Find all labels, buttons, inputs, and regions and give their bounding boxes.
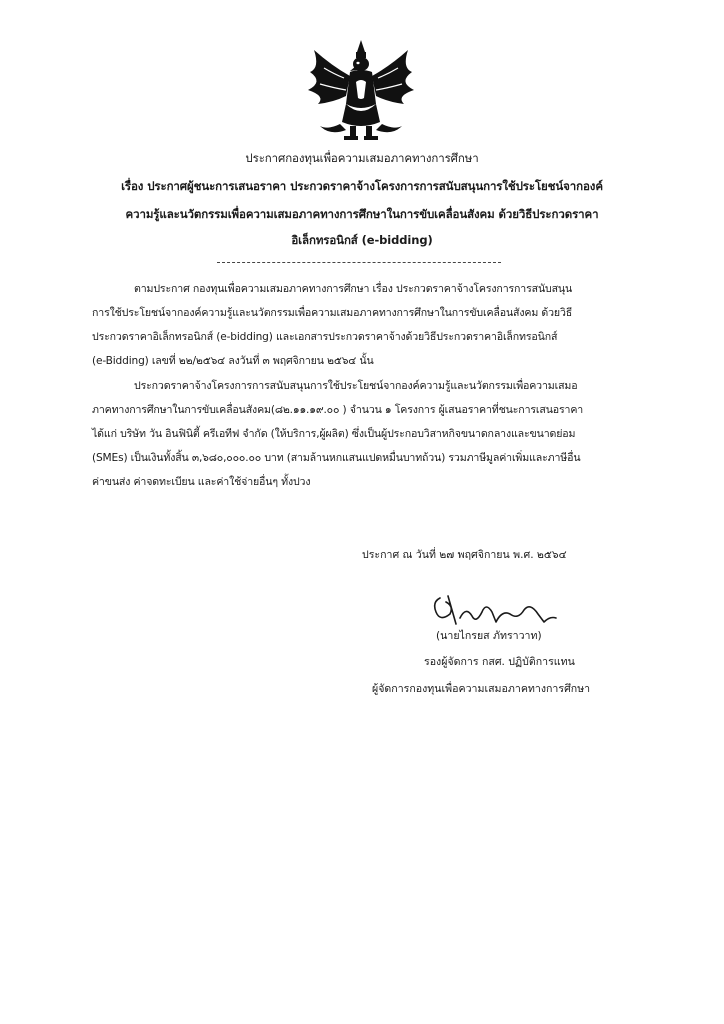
paragraph-2-line: (SMEs) เป็นเงินทั้งสิ้น ๓,๖๘๐,๐๐๐.๐๐ บาท (สามล้านหกแสนแปดหมื่นบาทถ้วน) รวมภาษีมูลค่าเพิ่มและภาษีอื่น xyxy=(92,452,581,464)
document-title: ประกาศกองทุนเพื่อความเสมอภาคทางการศึกษา xyxy=(245,151,479,165)
paragraph-1-line: การใช้ประโยชน์จากองค์ความรู้และนวัตกรรมเพื่อความเสมอภาคทางการศึกษาในการขับเคลื่อนสังคม ด้วยวิธี xyxy=(92,307,573,319)
subject-line-3: อิเล็กทรอนิกส์ (e-bidding) xyxy=(291,233,433,247)
signatory-position-2: ผู้จัดการกองทุนเพื่อความเสมอภาคทางการศึกษา xyxy=(372,683,591,695)
paragraph-1-line: (e-Bidding) เลขที่ ๒๒/๒๕๖๔ ลงวันที่ ๓ พฤศจิกายน ๒๕๖๔ นั้น xyxy=(92,355,374,367)
paragraph-1-line: ตามประกาศ กองทุนเพื่อความเสมอภาคทางการศึกษา เรื่อง ประกวดราคาจ้างโครงการการสนับสนุน xyxy=(134,283,573,295)
handwritten-signature xyxy=(426,588,562,632)
subject-line-1: เรื่อง ประกาศผู้ชนะการเสนอราคา ประกวดราคาจ้างโครงการการสนับสนุนการใช้ประโยชน์จากองค์ xyxy=(121,179,603,193)
subject-line-2: ความรู้และนวัตกรรมเพื่อความเสมอภาคทางการศึกษาในการขับเคลื่อนสังคม ด้วยวิธีประกวดราคา xyxy=(125,207,599,221)
paragraph-2-line: ภาคทางการศึกษาในการขับเคลื่อนสังคม(๘๒.๑๑.๑๙.๐๐ ) จำนวน ๑ โครงการ ผู้เสนอราคาที่ชนะการเสนอราคา xyxy=(92,404,584,416)
signatory-position-1: รองผู้จัดการ กสศ. ปฏิบัติการแทน xyxy=(424,656,575,668)
paragraph-2-line: ได้แก่ บริษัท วัน อินฟินิตี้ ครีเอทีฟ จำกัด (ให้บริการ,ผู้ผลิต) ซึ่งเป็นผู้ประกอบวิสาหกิจขนาดกลางและขนาดย่อม xyxy=(92,428,576,440)
paragraph-1-line: ประกวดราคาอิเล็กทรอนิกส์ (e-bidding) และเอกสารประกวดราคาจ้างด้วยวิธีประกวดราคาอิเล็กทรอนิกส์ xyxy=(92,331,558,343)
title-divider xyxy=(217,262,501,263)
announcement-date: ประกาศ ณ วันที่ ๒๗ พฤศจิกายน พ.ศ. ๒๕๖๔ xyxy=(362,549,567,561)
paragraph-2-line: ประกวดราคาจ้างโครงการการสนับสนุนการใช้ประโยชน์จากองค์ความรู้และนวัตกรรมเพื่อความเสมอ xyxy=(134,380,578,392)
signatory-name: (นายไกรยส ภัทราวาท) xyxy=(436,630,542,642)
paragraph-2-line: ค่าขนส่ง ค่าจดทะเบียน และค่าใช้จ่ายอื่นๆ ทั้งปวง xyxy=(92,476,311,488)
garuda-emblem-icon xyxy=(300,38,422,144)
